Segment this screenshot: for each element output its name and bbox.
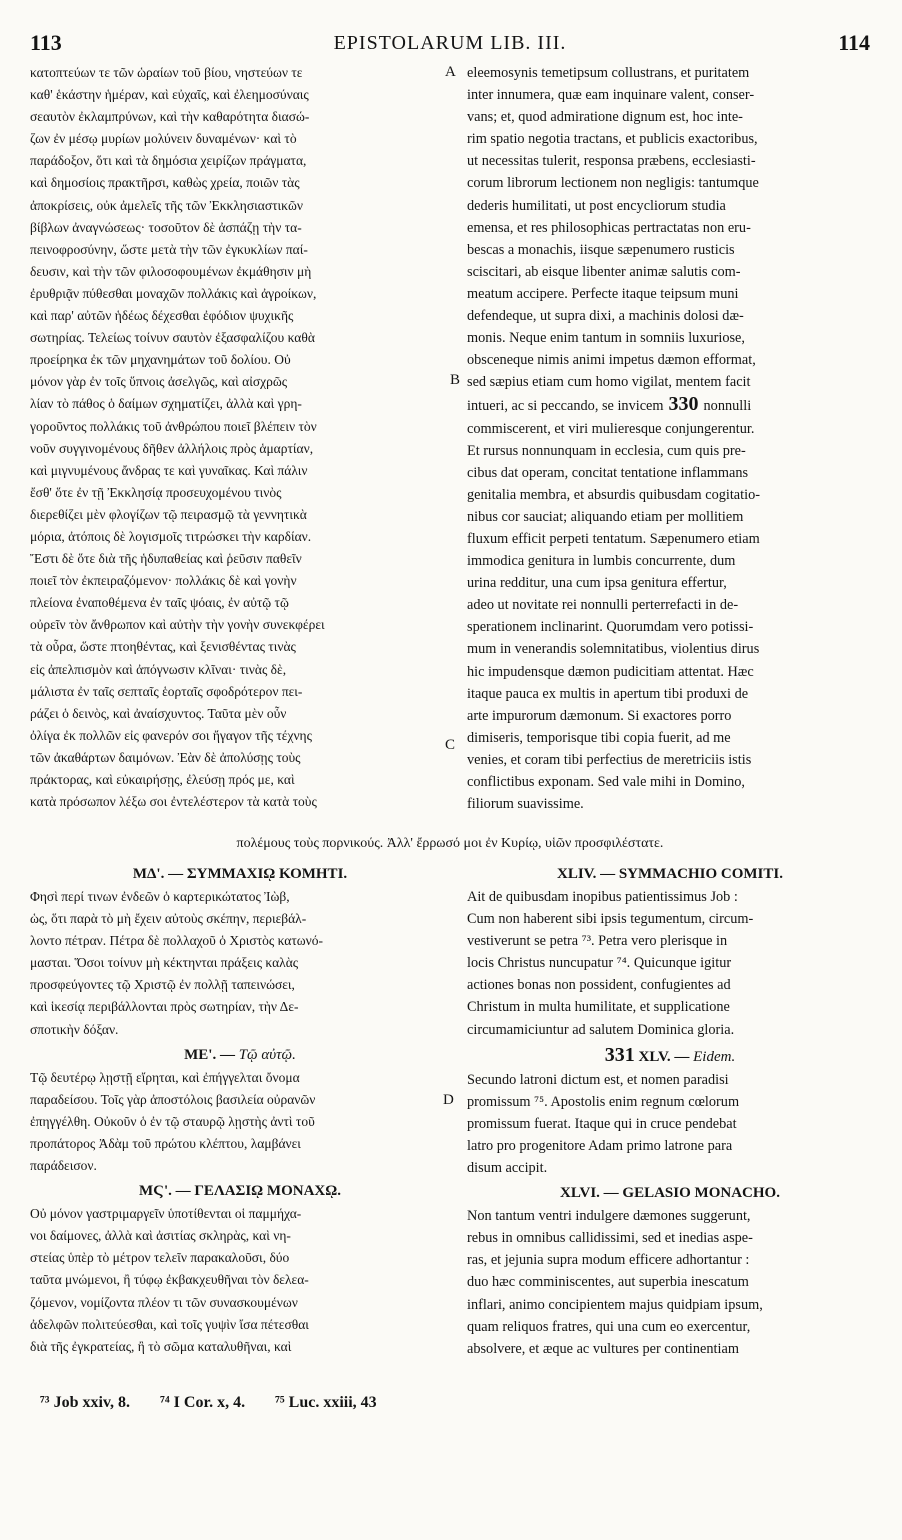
- latin-heading-45-number: XLV. —: [638, 1048, 690, 1065]
- latin-line: vans; et, quod admiratione dignum est, hoc inte-: [467, 109, 743, 126]
- greek-line: μάλιστα ἐν ταῖς σεπταῖς ἑορταῖς σφοδρότερον πει-: [30, 683, 303, 699]
- latin-line: commiscerent, et viri mulieresque conjungerentur.: [467, 420, 755, 437]
- latin-line: ras, et jejunia supra modum efficere adhortantur :: [467, 1252, 750, 1269]
- latin-letter-44-text: [467, 886, 873, 1041]
- greek-column-lower: [30, 860, 450, 1358]
- greek-line: μόρια, ἀτόποις δὲ λογισμοῖς τιτρώσκει τὴν καρδίαν.: [30, 528, 312, 544]
- latin-line: arte impurorum dæmonum. Si exactores porro: [467, 707, 732, 724]
- latin-line: adeo ut novitate rei nonnulli perterrefacti in de-: [467, 597, 739, 614]
- latin-line: cibus dat operam, concitat tentatione inflammans: [467, 464, 749, 481]
- greek-line: πλείονα ἐναποθέμενα ἐν ταῖς ψόαις, ἐν αὐτῷ τῷ: [30, 595, 289, 611]
- greek-heading-45-number: ΜΕ'. —: [184, 1046, 235, 1063]
- greek-line: σωτηρίας. Τελείως τοίνυν σαυτὸν ἐξασφαλίζου καθὰ: [30, 330, 315, 346]
- latin-letter-46-text: [467, 1205, 873, 1360]
- greek-line: προπάτορος Ἀδὰμ τοῦ πρώτου κλέπτου, λαμβάνει: [30, 1135, 301, 1151]
- latin-line: Ait de quibusdam inopibus patientissimus Job :: [467, 889, 738, 905]
- latin-line: sperationem inclinarint. Quorumdam vero potissi-: [467, 619, 754, 636]
- latin-line: filiorum suavissime.: [467, 796, 584, 813]
- greek-line: Τῷ δευτέρῳ λῃστῇ εἴρηται, καὶ ἐπήγγελται ὄνομα: [30, 1069, 300, 1085]
- latin-line: intueri, ac si peccando, se invicem 330 nonnulli: [467, 393, 752, 416]
- left-page-number: 113: [30, 30, 62, 55]
- latin-line: vestiverunt se petra ⁷³. Petra vero plerisque in: [467, 933, 728, 950]
- greek-line: καθ' ἑκάστην ἡμέραν, καὶ εὐχαῖς, καὶ ἐλεημοσύναις: [30, 87, 309, 103]
- latin-line: duo hæc comminiscentes, aut superbia inescatum: [467, 1274, 749, 1291]
- latin-line: ut necessitas tulerit, responsa præbens, ecclesiasti-: [467, 153, 756, 170]
- latin-line: fluxum efficit perpeti tentatum. Sæpenumero etiam: [467, 530, 760, 547]
- greek-line: εἰς ἀπελπισμὸν καὶ ἀπόγνωσιν κλῖναι· τινὰς δὲ,: [30, 661, 287, 677]
- greek-line: ζων ἐν μέσῳ μυρίων μολύνειν δυναμένων· καὶ τὸ: [30, 131, 297, 147]
- greek-line: δευσιν, καὶ τὴν τῶν φιλοσοφουμένων ἐκμάθησιν μὴ: [30, 263, 312, 279]
- greek-line: προείρηκα ἐκ τῶν μηχανημάτων τοῦ δολίου. Οὐ: [30, 352, 291, 368]
- greek-column: [30, 62, 450, 813]
- greek-line: τῶν ἀκαθάρτων δαιμόνων. Ἐὰν δὲ ἀπολύσῃς τοὺς: [30, 749, 301, 765]
- greek-line: ἀδελφῶν πολιτεύεσθαι, καὶ τοῖς γυψὶν ἴσα πέτεσθαι: [30, 1316, 309, 1332]
- latin-line: eleemosynis temetipsum collustrans, et puritatem: [467, 65, 750, 81]
- latin-line: monis. Neque enim tantum in somniis luxuriose,: [467, 330, 745, 347]
- latin-line: emensa, et res philosophicas pertractatas non eru-: [467, 219, 751, 236]
- greek-line: μασται. Ὅσοι τοίνυν μὴ κέκτηνται πράξεις καλὰς: [30, 955, 299, 971]
- greek-line: Οὐ μόνον γαστριμαργεῖν ὑποτίθενται οἱ παμμήχα-: [30, 1206, 302, 1222]
- latin-line: obsceneque nimis animi impetus dæmon efformat,: [467, 352, 756, 369]
- greek-line: προσφεύγοντες τῷ Χριστῷ ἐν πολλῇ ταπεινώσει,: [30, 977, 295, 993]
- latin-line: locis Christus nuncupatur ⁷⁴. Quicunque igitur: [467, 955, 732, 972]
- footnote-73: ⁷³ Job xxiv, 8.: [40, 1394, 131, 1411]
- margin-letter-b: B: [450, 372, 461, 388]
- greek-line: βίβλων ἀναγνώσεως· τοσοῦτον δὲ ἀσπάζῃ τὴν τα-: [30, 219, 302, 235]
- greek-line: οὐρεῖν τὸν ἄνθρωπον καὶ αὐτὴν τὴν γονὴν συνεκφέρει: [30, 617, 325, 633]
- latin-letter-43-text: [467, 62, 873, 815]
- greek-line: ζόμενον, νομίζοντα πλέον τι τῶν συνασκουμένων: [30, 1294, 298, 1310]
- greek-line: κατὰ πρόσωπον λέξω σοι ἐντελέστερον τὰ κατὰ τοὺς: [30, 794, 317, 810]
- greek-line: Ἔστι δὲ ὅτε διὰ τῆς ἡδυπαθείας καὶ ῥεῦσιν παθεῖν: [30, 551, 302, 567]
- latin-line: dimiseris, temporisque tibi copia fuerit, ad me: [467, 729, 731, 746]
- latin-line: genitalia membra, et absurdis quibusdam cogitatio-: [467, 486, 761, 503]
- margin-letter-a: A: [445, 64, 456, 80]
- latin-line: hic impudensque dæmon pudicitiam attentat. Hæc: [467, 663, 754, 680]
- latin-line: mum in venerandis solemnitatibus, violentius dirus: [467, 641, 760, 658]
- latin-line: meatum accipere. Perfecte itaque teipsum muni: [467, 285, 739, 302]
- latin-line: Non tantum ventri indulgere dæmones suggerunt,: [467, 1208, 751, 1225]
- latin-line: inter innumera, quæ eam inquinare valent, conser-: [467, 87, 755, 104]
- latin-line-tail: nonnulli: [703, 398, 752, 415]
- latin-line: promissum ⁷⁵. Apostolis enim regnum cœlorum: [467, 1093, 740, 1110]
- greek-line: καὶ ἱκεσίᾳ περιβάλλονται πρὸς σωτηρίαν, τὴν Δε-: [30, 999, 299, 1015]
- greek-letter-45-text: [30, 1067, 450, 1177]
- greek-letter-46-text: [30, 1203, 450, 1358]
- greek-line: ἐπηγγέλθη. Οὐκοῦν ὁ ἐν τῷ σταυρῷ λῃστὴς ἀντὶ τοῦ: [30, 1113, 315, 1129]
- latin-line: corum librorum lectionem non negligis: tantumque: [467, 175, 759, 192]
- latin-heading-44: XLIV. — SYMMACHIO COMITI.: [557, 866, 783, 882]
- latin-line: dederis humilitati, ut post encycliorum studia: [467, 197, 726, 214]
- greek-line: σεαυτὸν ἐκλαμπρύνων, καὶ τὴν καθαρότητα διασώ-: [30, 109, 310, 125]
- latin-column-lower: [467, 860, 873, 1360]
- latin-line: sciscitari, ab eisque libenter animæ salutis com-: [467, 263, 741, 280]
- greek-line: τὰ οὖρα, ὥστε πτοηθέντας, καὶ ξενισθέντας τινὰς: [30, 639, 296, 655]
- greek-line: νοι δαίμονες, ἀλλὰ καὶ ἀσιτίας σκληρὰς, καὶ νη-: [30, 1228, 291, 1244]
- greek-letter-43-text: [30, 62, 450, 813]
- latin-column: [467, 62, 873, 815]
- latin-line: rebus in omnibus callidissimi, sed et inedias aspe-: [467, 1230, 753, 1247]
- greek-heading-44: ΜΔ'. — ΣΥΜΜΑΧΙῼ ΚΟΜΗΤΙ.: [132, 866, 348, 882]
- latin-line: Et rursus nonnunquam in ecclesia, cum quis pre-: [467, 442, 746, 459]
- latin-line: disum accipit.: [467, 1160, 548, 1177]
- greek-line: ὀλίγα ἐκ πολλῶν εἰς φανερόν σοι ἤγαγον τῆς τέχνης: [30, 727, 312, 743]
- latin-line: venies, et coram tibi perfectius de meretriciis istis: [467, 751, 752, 768]
- greek-line: διὰ τῆς ἐγκρατείας, ἢ τὸ σῶμα καταλυθῆναι, καὶ: [30, 1338, 292, 1354]
- latin-line: Christum in multa humilitate, et supplicatione: [467, 999, 730, 1016]
- greek-line: κατοπτεύων τε τῶν ὡραίων τοῦ βίου, νηστεύων τε: [30, 65, 303, 80]
- latin-line: urina redditur, una cum ipsa genitura effertur,: [467, 575, 727, 592]
- latin-line: absolvere, et æque ac vultures per continentiam: [467, 1340, 739, 1357]
- latin-line: nibus cor sauciat; aliquando etiam per mollitiem: [467, 508, 744, 525]
- latin-line: immodica genitura in lumbis concurrente, dum: [467, 553, 736, 570]
- greek-line: Φησὶ περί τινων ἐνδεῶν ὁ καρτερικώτατος Ἰὼβ,: [30, 889, 290, 904]
- greek-line: ὡς, ὅτι παρὰ τὸ μὴ ἔχειν αὐτοὺς σκέπην, περιεβάλ-: [30, 911, 307, 927]
- greek-line: διερεθίζει μὲν φλογίζων τῷ πειρασμῷ τὰ γεννητικὰ: [30, 506, 307, 522]
- latin-heading-46: XLVI. — GELASIO MONACHO.: [560, 1185, 780, 1202]
- greek-line: νοῦν συγγινομένους δῆθεν ἀλλήλοις πρὸς ἁμαρτίαν,: [30, 440, 314, 456]
- footnotes: [40, 1394, 403, 1412]
- greek-line: πεινοφροσύνην, ὥστε μετὰ τὴν τῶν ἐγκυκλίων παί-: [30, 241, 308, 257]
- latin-line: Cum non haberent sibi ipsis tegumentum, circum-: [467, 911, 754, 928]
- greek-line: μόνον γὰρ ἐν τοῖς ὕπνοις ἀσελγῶς, καὶ αἰσχρῶς: [30, 374, 288, 390]
- running-head: EPISTOLARUM LIB. III.: [333, 32, 567, 54]
- latin-line: inflari, animo concipientem majus quidpiam ipsum,: [467, 1296, 763, 1313]
- greek-line: σποτικὴν δόξαν.: [30, 1021, 119, 1037]
- latin-line: latro pro progenitore Adam primo latrone para: [467, 1137, 733, 1154]
- page-header: [30, 30, 870, 60]
- latin-line: sed sæpius etiam cum homo vigilat, mentem facit: [467, 374, 751, 391]
- greek-line: λοντο πέτραν. Πέτρα δὲ πολλαχοῦ ὁ Χριστὸς κατωνό-: [30, 933, 324, 949]
- latin-heading-45-title: Eidem.: [693, 1048, 736, 1065]
- footnote-75: ⁷⁵ Luc. xxiii, 43: [275, 1394, 377, 1411]
- greek-heading-45: [30, 1043, 450, 1067]
- latin-line: itaque pauca ex multis in apertum tibi produxi de: [467, 685, 749, 702]
- greek-line: ἐρυθριᾷν πύθεσθαι μοναχῶν πολλάκις καὶ ἀγροίκων,: [30, 285, 317, 301]
- greek-heading-46: ΜϚ'. — ΓΕΛΑΣΙῼ ΜΟΝΑΧῼ.: [138, 1183, 342, 1200]
- latin-line: quam reliquos fratres, qui una cum eo exercentur,: [467, 1318, 751, 1335]
- greek-line: καὶ μιγνυμένους ἄνδρας τε καὶ γυναῖκας. Καὶ πάλιν: [30, 462, 308, 478]
- latin-line: conflictibus exponam. Sed vale mihi in Domino,: [467, 774, 745, 790]
- greek-line: λίαν τὸ πάθος ὁ δαίμων σχηματίζει, ἀλλὰ καὶ γρη-: [30, 396, 302, 412]
- latin-letter-45-text: [467, 1069, 873, 1179]
- greek-line: στείας ὑπὲρ τὸ μέτρον τελεῖν παρακαλοῦσι, δύο: [30, 1250, 290, 1266]
- greek-line: πράκτορας, καὶ εὐκαιρήσῃς, ἐλεύσῃ πρός με, καὶ: [30, 772, 295, 787]
- greek-line: ράζει ὁ δεινὸς, καὶ ἀναίσχυντος. Ταῦτα μὲν οὖν: [30, 705, 287, 721]
- latin-heading-45: [467, 1043, 873, 1069]
- column-marker-330: 330: [663, 393, 704, 416]
- greek-line: ἀποκρίσεις, οὐκ ἀμελεῖς τῆς τῶν Ἐκκλησιαστικῶν: [30, 197, 303, 213]
- latin-line: defendeque, ut supra dixi, a machinis dolosi dæ-: [467, 308, 744, 325]
- latin-line: rim spatio negotia tractans, et publicis exactoribus,: [467, 131, 758, 148]
- latin-line: actiones bonas non possident, confugientes ad: [467, 977, 731, 994]
- latin-line: Secundo latroni dictum est, et nomen paradisi: [467, 1071, 729, 1088]
- latin-line: promissum fuerat. Itaque qui in cruce pendebat: [467, 1115, 737, 1132]
- greek-line: παραδείσου. Τοῖς γὰρ ἀποστόλοις βασιλεία οὐρανῶν: [30, 1091, 316, 1107]
- greek-line: ποιεῖ τὸν ἐκπειραζόμενον· πολλάκις δὲ καὶ γονὴν: [30, 573, 297, 589]
- greek-heading-45-title: Τῷ αὐτῷ.: [238, 1046, 296, 1063]
- margin-letter-c: C: [445, 737, 456, 753]
- latin-line: circumamiciuntur ad salutem Dominica gloria.: [467, 1021, 735, 1038]
- greek-line: παράδοξον, ὅτι καὶ τὰ δημόσια χειρίζων πράγματα,: [30, 153, 307, 169]
- greek-line: γοροῦντος πολλάκις τοῦ ἀνθρώπου ποιεῖ βλέπειν τὸν: [30, 418, 317, 434]
- right-page-number: 114: [838, 30, 870, 55]
- margin-letter-d: D: [443, 1092, 454, 1108]
- greek-line: καὶ δημοσίοις πρακτῆρσι, καθὼς χρεία, ποιῶν τὰς: [30, 175, 300, 191]
- greek-line: ταῦτα μνώμενοι, ἢ τύφῳ ἐκβακχευθῆναι τὸν δελεα-: [30, 1272, 309, 1288]
- greek-letter-44-text: [30, 886, 450, 1041]
- column-marker-331: 331: [604, 1043, 635, 1066]
- greek-line: παράδεισον.: [30, 1158, 97, 1174]
- greek-closing-line: πολέμους τοὺς πορνικούς. Ἀλλ' ἔρρωσό μοι ἐν Κυρίῳ, υἱῶν προσφιλέστατε.: [236, 836, 664, 851]
- greek-line: καὶ παρ' αὐτῶν ἡδέως δέχεσθαι ἐφόδιον ψυχικῆς: [30, 308, 294, 324]
- latin-line: bescas a monachis, iisque sæpenumero rusticis: [467, 241, 735, 258]
- greek-line: ἔσθ' ὅτε ἐν τῇ Ἐκκλησίᾳ προσευχομένου τινὸς: [30, 484, 282, 500]
- footnote-74: ⁷⁴ I Cor. x, 4.: [160, 1394, 246, 1411]
